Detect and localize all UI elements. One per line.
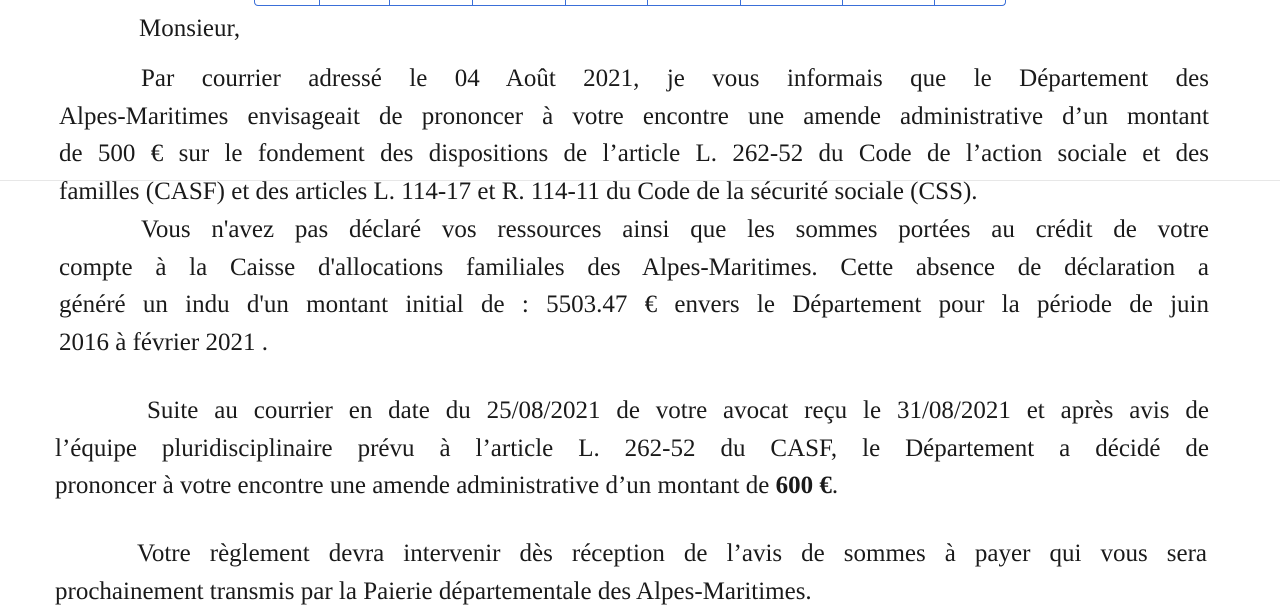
paragraph-decision — [55, 392, 1209, 505]
salutation: Monsieur, — [139, 15, 241, 42]
table-cell — [390, 0, 473, 5]
paragraph-fine-notice — [59, 60, 1209, 210]
paragraph-line: prochainement transmis par la Paierie départementale des Alpes-Maritimes. — [55, 577, 812, 605]
sentence-end: . — [831, 472, 839, 499]
paragraph-line: généré un indu d'un montant initial de : 5503.47 € envers le Département pour la période de juin — [59, 291, 1209, 318]
table-cell — [741, 0, 842, 5]
decision-text: prononcer à votre encontre une amende administrative d’un montant de — [55, 472, 776, 499]
paragraph-line: l’équipe pluridisciplinaire prévu à l’article L. 262-52 du CASF, le Département a décidé de — [55, 434, 1209, 462]
paragraph-payment — [55, 535, 1207, 610]
paragraph-line: Alpes-Maritimes envisageait de prononcer à votre encontre une amende administrative d’un montant — [59, 102, 1209, 130]
paragraph-line: Par courrier adressé le 04 Août 2021, je vous informais que le Département des — [141, 65, 1209, 92]
paragraph-line: familles (CASF) et des articles L. 114-17 et R. 114-11 du Code de la sécurité sociale (CSS). — [59, 177, 978, 205]
paragraph-line: compte à la Caisse d'allocations familiales des Alpes-Maritimes. Cette absence de déclaration a — [59, 253, 1209, 281]
paragraph-line: de 500 € sur le fondement des dispositions de l’article L. 262-52 du Code de l’action sociale et des — [59, 140, 1209, 167]
table-cell — [566, 0, 648, 5]
table-cell — [648, 0, 742, 5]
table-border-fragment — [254, 0, 1006, 6]
fine-amount: 600 € — [775, 472, 832, 499]
table-cell — [473, 0, 567, 5]
table-cell — [843, 0, 936, 5]
paragraph-line: Suite au courrier en date du 25/08/2021 de votre avocat reçu le 31/08/2021 et après avis de — [147, 397, 1209, 424]
paragraph-undeclared-resources — [59, 211, 1209, 361]
table-cell — [320, 0, 391, 5]
paragraph-line — [55, 467, 1209, 505]
paragraph-line: Vous n'avez pas déclaré vos ressources ainsi que les sommes portées au crédit de votre — [141, 216, 1209, 243]
table-cell — [255, 0, 320, 5]
paragraph-line: 2016 à février 2021 . — [59, 328, 268, 356]
table-cell — [935, 0, 1005, 5]
paragraph-line: Votre règlement devra intervenir dès réception de l’avis de sommes à payer qui vous sera — [137, 540, 1207, 567]
